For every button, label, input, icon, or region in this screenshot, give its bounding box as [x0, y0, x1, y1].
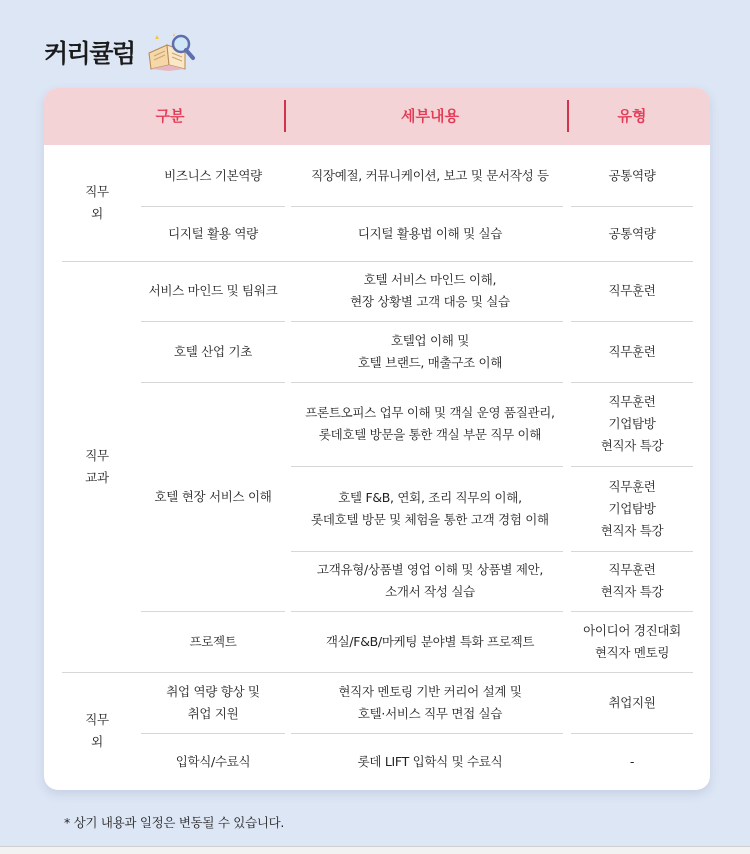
- row-divider: [571, 466, 693, 467]
- type-cell: 공통역량: [608, 225, 656, 241]
- row-divider: [291, 733, 563, 734]
- subject-cell: 비즈니스 기본역량: [164, 167, 262, 183]
- detail-cell: 호텔 F&B, 연회, 조리 직무의 이해, 롯데호텔 방문 및 체험을 통한 고객 경험 이해: [311, 489, 549, 527]
- detail-cell: 호텔 서비스 마인드 이해, 현장 상황별 고객 대응 및 실습: [350, 272, 510, 309]
- row-divider: [571, 551, 693, 552]
- row-divider: [291, 206, 563, 207]
- subject-cell: 서비스 마인드 및 팀워크: [148, 283, 278, 298]
- header-divider: [567, 100, 569, 132]
- row-divider: [291, 466, 563, 467]
- row-divider: [571, 206, 693, 207]
- row-divider: [62, 672, 693, 673]
- row-divider: [571, 321, 693, 322]
- subject-cell: 디지털 활용 역량: [168, 225, 258, 241]
- row-divider: [291, 382, 563, 383]
- row-divider: [141, 611, 285, 612]
- detail-cell: 호텔업 이해 및 호텔 브랜드, 매출구조 이해: [357, 332, 503, 370]
- detail-cell: 직장예절, 커뮤니케이션, 보고 및 문서작성 등: [311, 167, 549, 183]
- subject-cell: 취업 역량 향상 및 취업 지원: [166, 683, 260, 721]
- table-header: [44, 88, 710, 145]
- type-cell: 취업지원: [608, 694, 656, 710]
- detail-cell: 객실/F&B/마케팅 분야별 특화 프로젝트: [325, 633, 535, 649]
- row-divider: [141, 321, 285, 322]
- header-divider: [284, 100, 286, 132]
- detail-cell: 프론트오피스 업무 이해 및 객실 운영 품질관리, 롯데호텔 방문을 통한 객실 부문 직무 이해: [305, 405, 555, 442]
- row-divider: [291, 551, 563, 552]
- row-divider: [62, 261, 693, 262]
- detail-cell: 현직자 멘토링 기반 커리어 설계 및 호텔·서비스 직무 면접 실습: [338, 683, 522, 721]
- row-divider: [141, 206, 285, 207]
- row-divider: [571, 733, 693, 734]
- page-title: 커리큘럼: [44, 39, 135, 68]
- type-cell: -: [629, 753, 635, 769]
- row-divider: [141, 382, 285, 383]
- detail-cell: 롯데 LIFT 입학식 및 수료식: [357, 753, 503, 769]
- type-cell: 아이디어 경진대회 현직자 멘토링: [583, 622, 681, 660]
- detail-cell: 고객유형/상품별 영업 이해 및 상품별 제안, 소개서 작성 실습: [316, 562, 544, 599]
- header-type: 유형: [617, 107, 647, 125]
- row-divider: [571, 611, 693, 612]
- type-cell: 직무훈련: [608, 343, 656, 359]
- group-label: 직무 외: [85, 712, 109, 749]
- detail-cell: 디지털 활용법 이해 및 실습: [357, 225, 503, 241]
- curriculum-table: [44, 88, 710, 790]
- book-magnifier-icon: [145, 31, 197, 73]
- subject-cell: 호텔 현장 서비스 이해: [154, 488, 272, 504]
- type-cell: 직무훈련 기업탐방 현직자 특강: [600, 478, 664, 538]
- page-header: [44, 30, 197, 74]
- group-label: 직무 교과: [85, 447, 109, 485]
- type-cell: 직무훈련 현직자 특강: [600, 562, 664, 599]
- group-label: 직무 외: [85, 184, 109, 221]
- type-cell: 직무훈련: [608, 283, 656, 298]
- footnote: * 상기 내용과 일정은 변동될 수 있습니다.: [64, 815, 285, 830]
- subject-cell: 호텔 산업 기초: [174, 343, 252, 359]
- type-cell: 공통역량: [608, 167, 656, 183]
- type-cell: 직무훈련 기업탐방 현직자 특강: [600, 394, 664, 453]
- subject-cell: 프로젝트: [189, 633, 237, 649]
- row-divider: [571, 382, 693, 383]
- row-divider: [291, 321, 563, 322]
- row-divider: [291, 611, 563, 612]
- row-divider: [141, 733, 285, 734]
- subject-cell: 입학식/수료식: [175, 753, 251, 769]
- header-category: 구분: [155, 107, 185, 125]
- header-detail: 세부내용: [401, 107, 459, 125]
